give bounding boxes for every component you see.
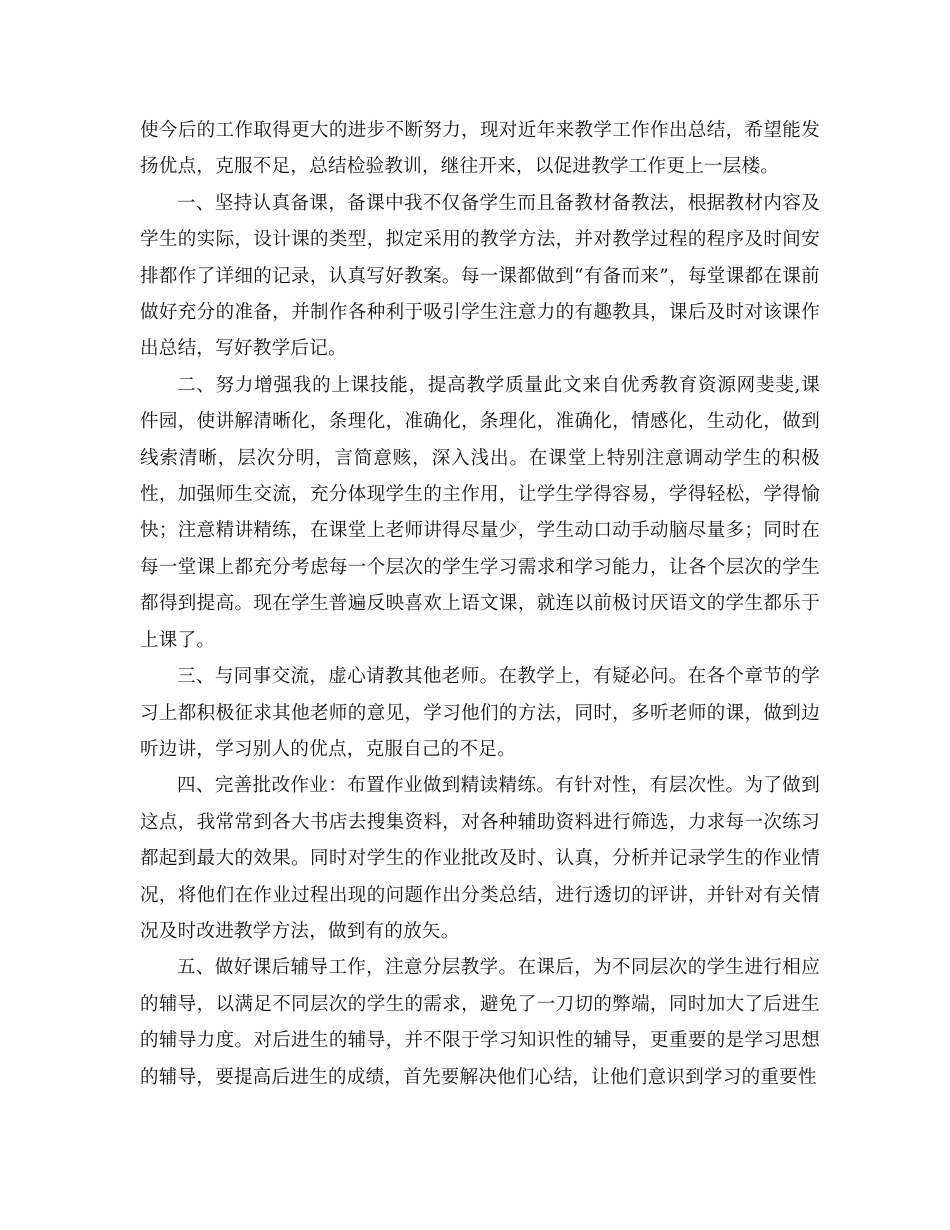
paragraph-section-1: 一、坚持认真备课，备课中我不仅备学生而且备教材备教法，根据教材内容及学生的实际，设计课的类型，拟定采用的教学方法，并对教学过程的程序及时间安排都作了详细的记录，认真写好教案。每一课都做到“有备而来”，每堂课都在课前做好充分的准备，并制作各种利于吸引学生注意力的有趣教具，课后及时对该课作出总结，写好教学后记。: [140, 192, 820, 360]
paragraph-intro-continuation: 使今后的工作取得更大的进步不断努力，现对近年来教学工作作出总结，希望能发扬优点，克服不足，总结检验教训，继往开来，以促进教学工作更上一层楼。: [140, 120, 820, 178]
document-body: [140, 113, 820, 1096]
paragraph-section-3: 三、与同事交流，虚心请教其他老师。在教学上，有疑必问。在各个章节的学习上都积极征求其他老师的意见，学习他们的方法，同时，多听老师的课，做到边听边讲，学习别人的优点，克服自己的不足。: [140, 666, 820, 760]
paragraph-section-4: 四、完善批改作业：布置作业做到精读精练。有针对性，有层次性。为了做到这点，我常常到各大书店去搜集资料，对各种辅助资料进行筛选，力求每一次练习都起到最大的效果。同时对学生的作业批改及时、认真，分析并记录学生的作业情况，将他们在作业过程出现的问题作出分类总结，进行透切的评讲，并针对有关情况及时改进教学方法，做到有的放矢。: [140, 775, 820, 942]
paragraph-section-5: 五、做好课后辅导工作，注意分层教学。在课后，为不同层次的学生进行相应的辅导，以满足不同层次的学生的需求，避免了一刀切的弊端，同时加大了后进生的辅导力度。对后进生的辅导，并不限于学习知识性的辅导，更重要的是学习思想的辅导，要提高后进生的成绩，首先要解决他们心结，让他们意识到学习的重要性: [140, 957, 820, 1088]
paragraph-section-2: 二、努力增强我的上课技能，提高教学质量此文来自优秀教育资源网斐斐,课件园，使讲解清晰化，条理化，准确化，条理化，准确化，情感化，生动化，做到线索清晰，层次分明，言简意赅，深入浅出。在课堂上特别注意调动学生的积极性，加强师生交流，充分体现学生的主作用，让学生学得容易，学得轻松，学得愉快；注意精讲精练，在课堂上老师讲得尽量少，学生动口动手动脑尽量多；同时在每一堂课上都充分考虑每一个层次的学生学习需求和学习能力，让各个层次的学生都得到提高。现在学生普遍反映喜欢上语文课，就连以前极讨厌语文的学生都乐于上课了。: [140, 374, 820, 651]
